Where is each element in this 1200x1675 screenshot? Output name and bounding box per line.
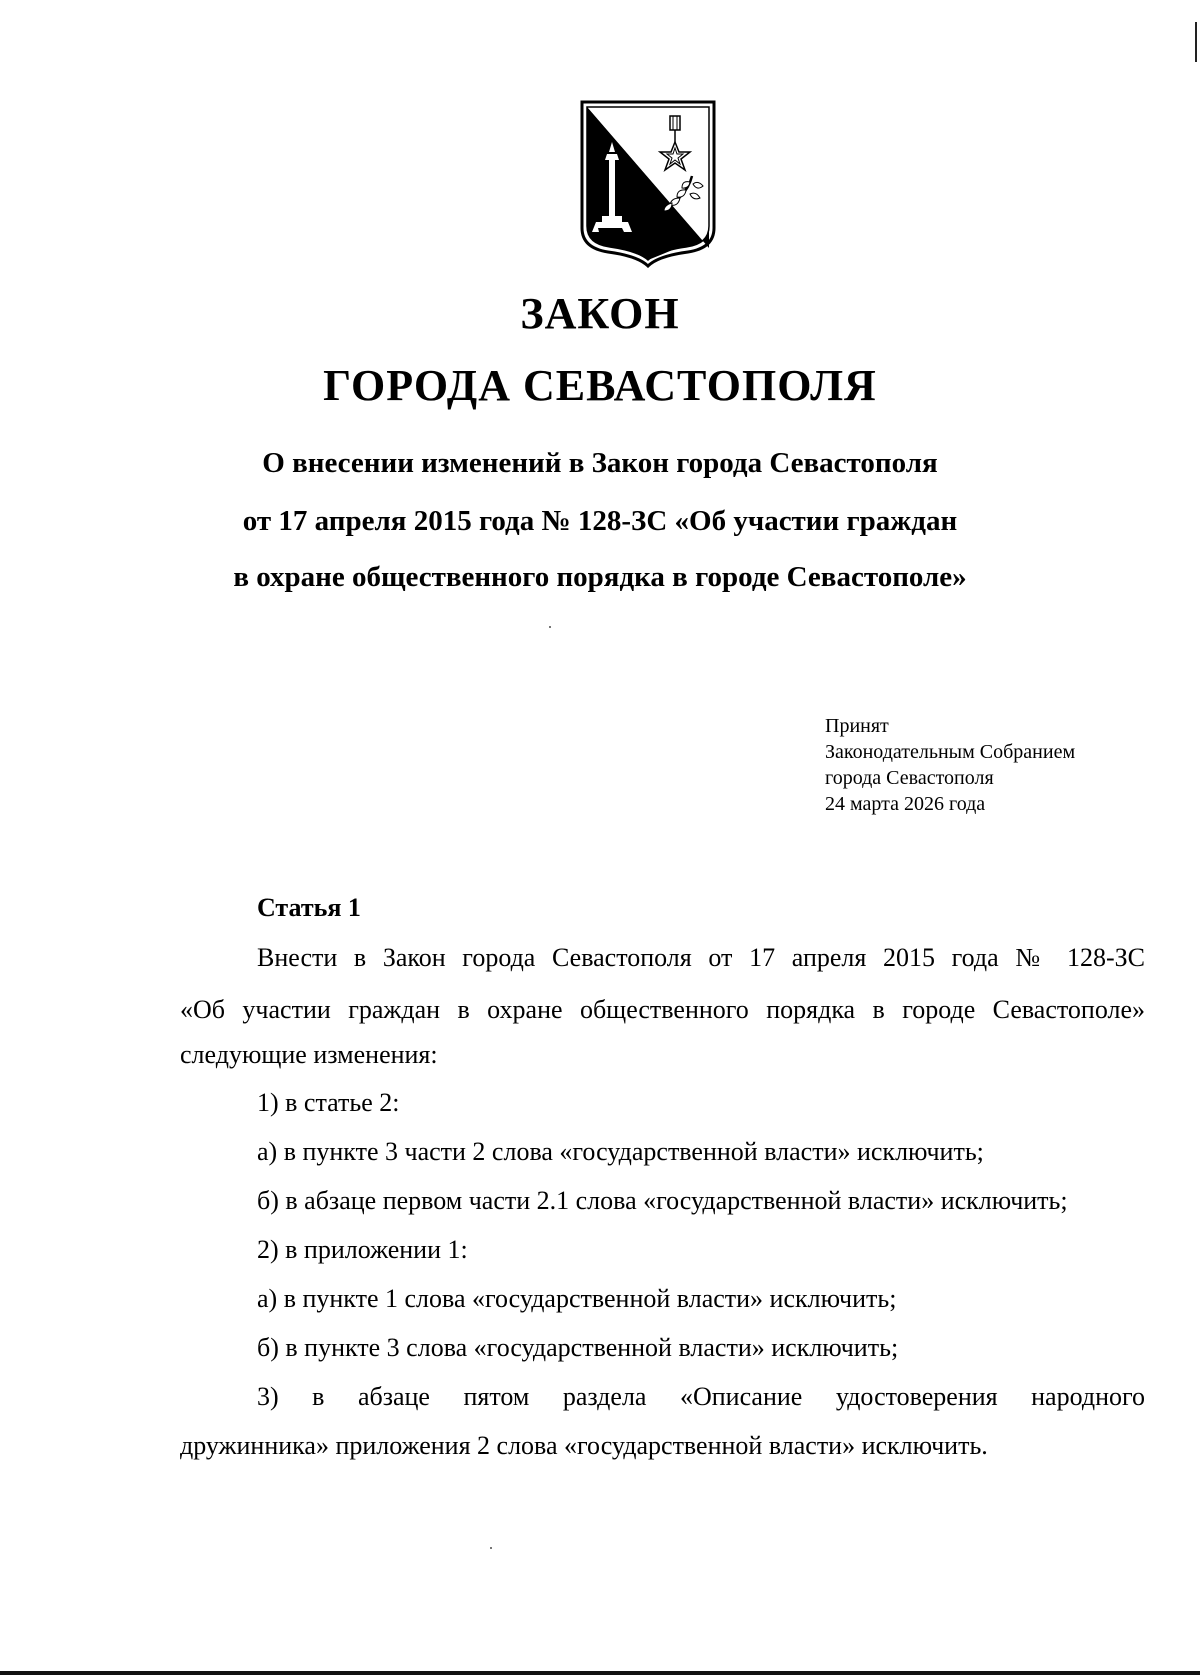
scan-speck bbox=[549, 626, 551, 628]
amendment-item: 3) в абзаце пятом раздела «Описание удостоверения народного bbox=[257, 1382, 1145, 1411]
amendment-item: б) в пункте 3 слова «государственной власти» исключить; bbox=[257, 1333, 899, 1362]
body-paragraph-line: следующие изменения: bbox=[180, 1040, 438, 1069]
document-title-city: ГОРОДА СЕВАСТОПОЛЯ bbox=[323, 361, 877, 410]
document-title: ЗАКОН bbox=[520, 289, 680, 338]
amendment-item: 1) в статье 2: bbox=[257, 1088, 400, 1117]
adoption-line: Законодательным Собранием bbox=[825, 741, 1076, 763]
law-subtitle-line: О внесении изменений в Закон города Севастополя bbox=[262, 447, 938, 479]
law-subtitle-line: от 17 апреля 2015 года № 128-ЗС «Об участии граждан bbox=[242, 505, 958, 537]
adoption-line: города Севастополя bbox=[825, 767, 994, 789]
amendment-item: дружинника» приложения 2 слова «государственной власти» исключить. bbox=[180, 1431, 988, 1460]
body-paragraph-line: «Об участии граждан в охране общественного порядка в городе Севастополе» bbox=[180, 995, 1145, 1024]
body-paragraph-line: Внести в Закон города Севастополя от 17 апреля 2015 года № 128-ЗС bbox=[257, 943, 1145, 972]
adoption-date: 24 марта 2026 года bbox=[825, 793, 986, 815]
page-bottom-border bbox=[0, 1671, 1200, 1675]
amendment-item: 2) в приложении 1: bbox=[257, 1235, 468, 1264]
amendment-item: б) в абзаце первом части 2.1 слова «государственной власти» исключить; bbox=[257, 1186, 1068, 1215]
coat-of-arms-icon bbox=[578, 98, 718, 268]
amendment-item: а) в пункте 3 части 2 слова «государственной власти» исключить; bbox=[257, 1137, 984, 1166]
adoption-block bbox=[825, 713, 1075, 817]
scan-speck bbox=[490, 1547, 492, 1549]
law-subtitle-line: в охране общественного порядка в городе Севастополе» bbox=[233, 561, 967, 593]
amendment-item: а) в пункте 1 слова «государственной власти» исключить; bbox=[257, 1284, 897, 1313]
page-edge-mark bbox=[1195, 22, 1197, 62]
adoption-line: Принят bbox=[825, 715, 889, 737]
article-heading: Статья 1 bbox=[257, 893, 361, 922]
